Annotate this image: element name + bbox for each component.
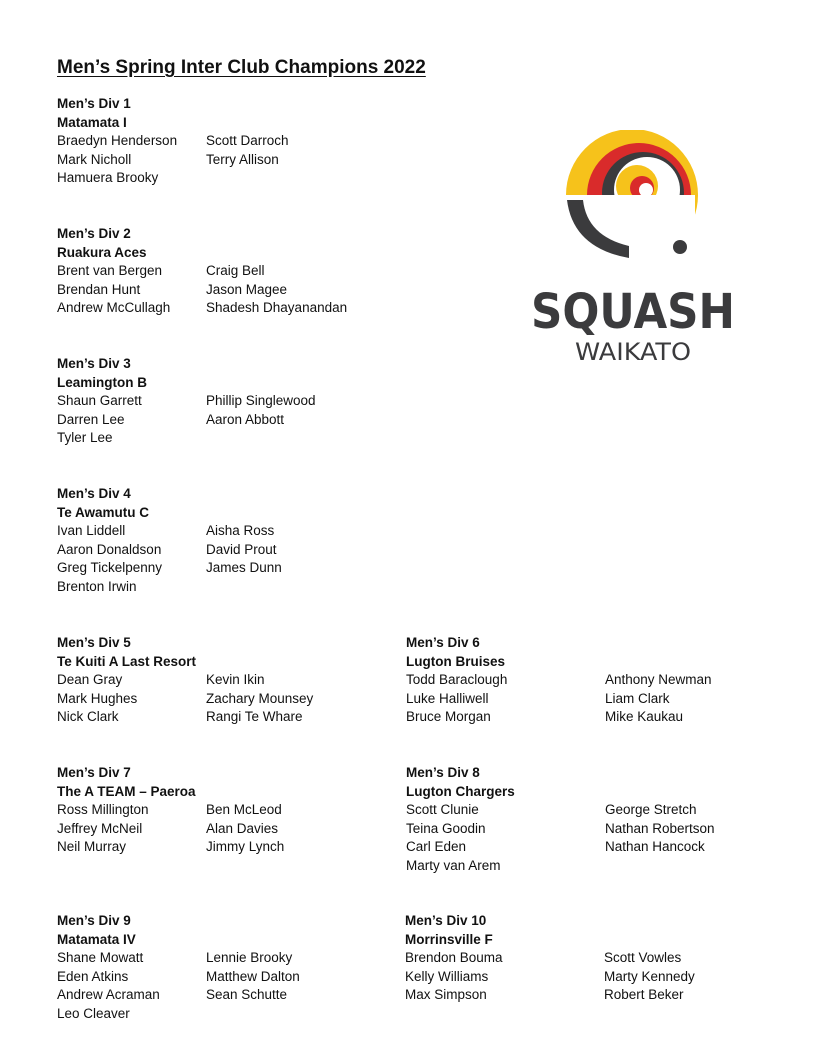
player-column-1 xyxy=(406,671,507,727)
player-name: Phillip Singlewood xyxy=(206,393,316,409)
player-name: Aaron Abbott xyxy=(206,411,285,427)
player-name: Darren Lee xyxy=(57,411,125,427)
player-column-1 xyxy=(57,392,142,448)
player-column-1 xyxy=(406,801,501,875)
player-name: Aaron Donaldson xyxy=(57,541,162,557)
division-10 xyxy=(405,912,695,1003)
player-column-2 xyxy=(604,949,695,1005)
player-column-2 xyxy=(206,671,313,727)
player-name: George Stretch xyxy=(605,802,697,818)
player-name: Ben McLeod xyxy=(206,802,282,818)
player-name: Jimmy Lynch xyxy=(206,839,285,855)
player-name: Todd Baraclough xyxy=(406,672,508,688)
player-name: Scott Clunie xyxy=(406,802,479,818)
player-name: Sean Schutte xyxy=(206,987,288,1003)
player-name: Brent van Bergen xyxy=(57,263,163,279)
player-name: Nathan Robertson xyxy=(605,820,715,836)
player-name: Zachary Mounsey xyxy=(206,690,314,706)
player-name: Scott Darroch xyxy=(206,133,289,149)
player-name: Carl Eden xyxy=(406,839,467,855)
player-column-2 xyxy=(206,522,282,578)
player-name: Scott Vowles xyxy=(604,950,682,966)
player-name: Tyler Lee xyxy=(57,430,113,446)
player-name: Brenton Irwin xyxy=(57,578,137,594)
logo-swirl-core xyxy=(639,183,653,197)
player-name: Greg Tickelpenny xyxy=(57,560,163,576)
player-column-2 xyxy=(605,801,715,857)
player-name: Andrew Acraman xyxy=(57,987,160,1003)
division-label: Men’s Div 9 xyxy=(57,913,131,928)
player-name: Luke Halliwell xyxy=(406,690,489,706)
team-name: Lugton Bruises xyxy=(406,653,506,669)
player-name: Neil Murray xyxy=(57,839,127,855)
player-name: Dean Gray xyxy=(57,672,123,688)
player-column-2 xyxy=(206,392,316,429)
player-column-2 xyxy=(206,801,284,857)
division-4 xyxy=(57,485,282,594)
player-name: Eden Atkins xyxy=(57,968,129,984)
division-label: Men’s Div 2 xyxy=(57,226,131,241)
team-name: Lugton Chargers xyxy=(406,783,515,799)
player-name: Alan Davies xyxy=(206,820,279,836)
division-1 xyxy=(57,95,289,186)
logo-word-squash: SQUASH xyxy=(531,284,735,340)
player-name: Braedyn Henderson xyxy=(57,133,178,149)
player-name: Kevin Ikin xyxy=(206,672,265,688)
player-column-1 xyxy=(57,132,177,188)
division-label: Men’s Div 7 xyxy=(57,765,131,780)
division-label: Men’s Div 6 xyxy=(406,635,480,650)
team-name: Leamington B xyxy=(57,374,147,390)
division-label: Men’s Div 1 xyxy=(57,96,131,111)
player-column-1 xyxy=(57,671,137,727)
logo-dot xyxy=(673,240,687,254)
player-name: Rangi Te Whare xyxy=(206,709,303,725)
player-column-1 xyxy=(405,949,503,1005)
division-3 xyxy=(57,355,316,446)
player-column-2 xyxy=(605,671,712,727)
player-column-1 xyxy=(57,949,160,1023)
division-7 xyxy=(57,764,285,855)
player-name: Brendan Hunt xyxy=(57,281,141,297)
logo-word-waikato: WAIKATO xyxy=(575,338,691,365)
player-name: Terry Allison xyxy=(206,151,279,167)
player-name: Craig Bell xyxy=(206,263,265,279)
player-column-2 xyxy=(206,132,289,169)
player-name: Matthew Dalton xyxy=(206,968,300,984)
player-name: Teina Goodin xyxy=(406,820,486,836)
team-name: The A TEAM – Paeroa xyxy=(57,783,196,799)
player-name: Bruce Morgan xyxy=(406,709,491,725)
player-name: Marty van Arem xyxy=(406,857,501,873)
player-name: Aisha Ross xyxy=(206,523,275,539)
player-column-1 xyxy=(57,262,170,318)
division-label: Men’s Div 3 xyxy=(57,356,131,371)
player-name: Ross Millington xyxy=(57,802,149,818)
player-name: Leo Cleaver xyxy=(57,1005,130,1021)
player-name: James Dunn xyxy=(206,560,282,576)
division-5 xyxy=(57,634,314,725)
player-name: Kelly Williams xyxy=(405,968,489,984)
player-name: Nick Clark xyxy=(57,709,119,725)
player-name: Mark Hughes xyxy=(57,690,138,706)
player-name: Nathan Hancock xyxy=(605,839,705,855)
player-column-2 xyxy=(206,262,347,318)
team-name: Matamata IV xyxy=(57,931,136,947)
division-9 xyxy=(57,912,300,1021)
player-name: Lennie Brooky xyxy=(206,950,293,966)
player-name: Brendon Bouma xyxy=(405,950,503,966)
division-8 xyxy=(406,764,715,873)
player-name: Andrew McCullagh xyxy=(57,300,171,316)
player-name: Max Simpson xyxy=(405,987,487,1003)
player-name: Mark Nicholl xyxy=(57,151,132,167)
division-label: Men’s Div 8 xyxy=(406,765,480,780)
team-name: Te Kuiti A Last Resort xyxy=(57,653,197,669)
player-name: Liam Clark xyxy=(605,690,670,706)
team-name: Morrinsville F xyxy=(405,931,493,947)
team-name: Te Awamutu C xyxy=(57,504,150,520)
player-column-1 xyxy=(57,801,149,857)
player-name: Shadesh Dhayanandan xyxy=(206,300,348,316)
player-column-2 xyxy=(206,949,300,1005)
division-label: Men’s Div 10 xyxy=(405,913,487,928)
team-name: Ruakura Aces xyxy=(57,244,147,260)
player-name: Shane Mowatt xyxy=(57,950,144,966)
player-name: David Prout xyxy=(206,541,277,557)
team-name: Matamata I xyxy=(57,114,127,130)
player-name: Robert Beker xyxy=(604,987,684,1003)
squash-waikato-logo xyxy=(525,130,740,365)
player-name: Hamuera Brooky xyxy=(57,170,159,186)
player-name: Jeffrey McNeil xyxy=(57,820,143,836)
player-name: Mike Kaukau xyxy=(605,709,684,725)
player-name: Jason Magee xyxy=(206,281,288,297)
player-name: Marty Kennedy xyxy=(604,968,695,984)
division-2 xyxy=(57,225,348,316)
player-name: Shaun Garrett xyxy=(57,393,142,409)
division-label: Men’s Div 5 xyxy=(57,635,131,650)
player-column-1 xyxy=(57,522,162,596)
player-name: Ivan Liddell xyxy=(57,523,126,539)
division-label: Men’s Div 4 xyxy=(57,486,131,501)
page-title: Men’s Spring Inter Club Champions 2022 xyxy=(57,57,426,78)
division-6 xyxy=(406,634,712,725)
player-name: Anthony Newman xyxy=(605,672,712,688)
